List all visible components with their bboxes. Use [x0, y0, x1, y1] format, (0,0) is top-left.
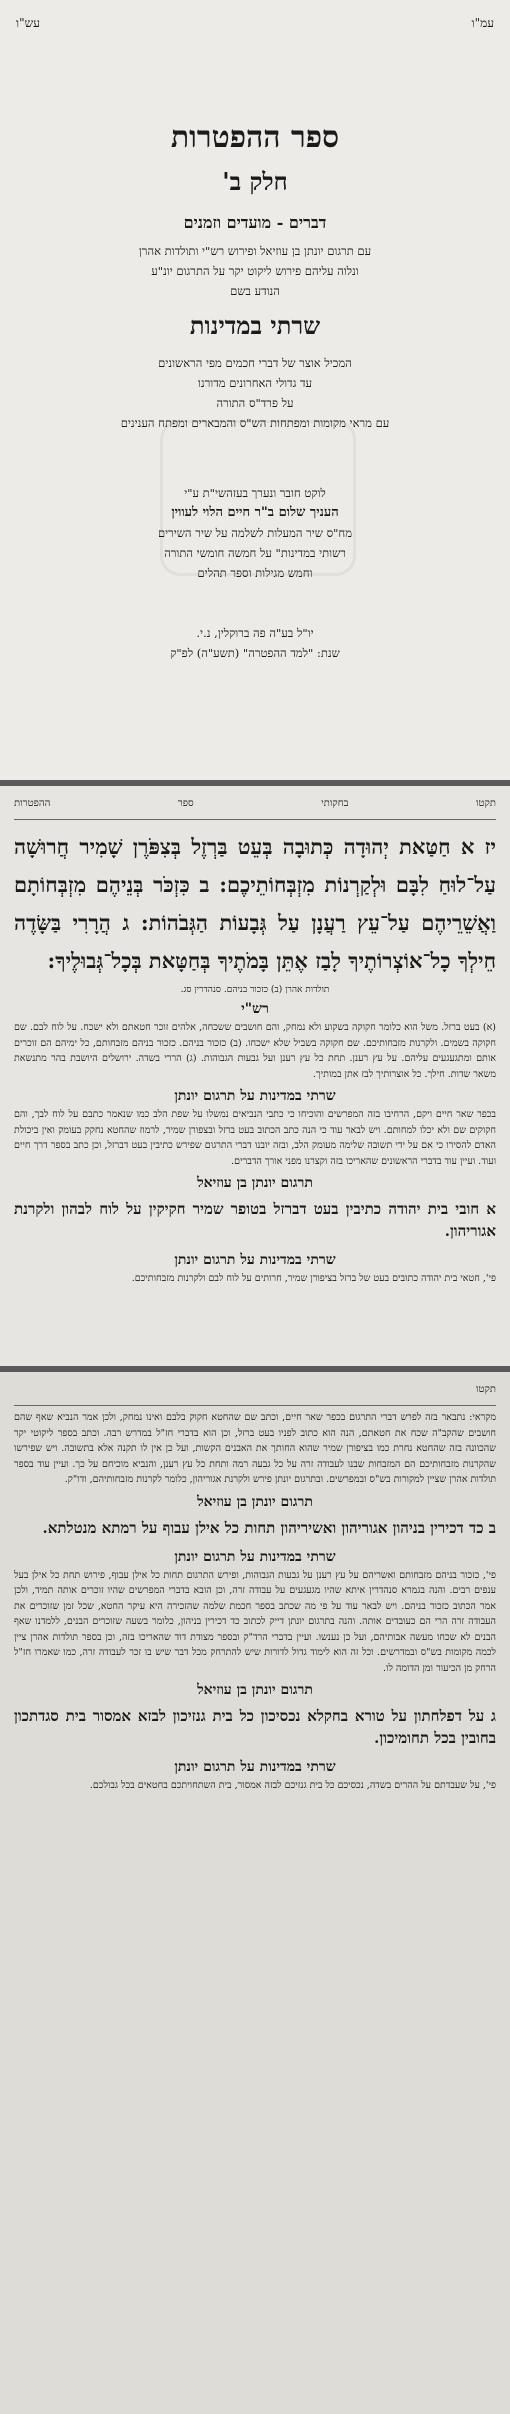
- commentary-name: שרתי במדינות: [189, 311, 321, 340]
- running-header: [0, 786, 510, 815]
- section-heading: תרגום יונתן בן עוזיאל: [197, 1175, 313, 1191]
- text-page-1: [0, 786, 510, 1366]
- running-header: [0, 1372, 510, 1401]
- verse-source-note: תולדות אהרן (ב) כזכור בניהם. סנהדרין סג.: [180, 985, 330, 995]
- rashi-text: (א) בעט ברזל. משל הוא כלומר חקוקה בשקוע ולא נמחק, והם חושבים ששכחה, אלהים זוכר חטאתם ולא ישכח. על לוח לבם. שם חקוקה בשמים. ולקרנות מזבחותיכם. שם חקוקה בשביל שלא ישכחו. (ב) כזכור בניהם. כזכור בניהם מזבחותם, כל ימיהם הם זוכרים אותם ומתגעגעים עליהם. על עץ רענן. תחת כל עץ רענן ועל גבעות הגבוהות. (ג) הררי בשדה. ירושלים היושבת בהר מתנשאת משאר שדות. חילך. כל אוצרותיך לבז אתן במותיך.: [14, 1022, 496, 1080]
- title-line: עד גדולי האחרונים מדורנו: [197, 376, 313, 390]
- targum-text: א חובי בית יהודה כתיבין בעט דברזל בטופר שמיר חקיקין על לוח לבהון ולקרנת אגוריהון.: [14, 1200, 496, 1240]
- text-page-2: [0, 1372, 510, 2414]
- book-title: ספר ההפטרות: [170, 120, 340, 155]
- verse-text: יז א חַטַּאת יְהוּדָה כְּתוּבָה בְּעֵט בַּרְזֶל בְּצִפֹּרֶן שָׁמִיר חֲרוּשָׁה עַל־לוּחַ לִבָּם וּלְקַרְנוֹת מִזְבְּחוֹתֵיכֶם: ב כִּזְכֹּר בְּנֵיהֶם מִזְבְּחוֹתָם וַאֲשֵׁרֵיהֶם עַל־עֵץ רַעֲנָן עַל גְּבָעוֹת הַגְּבֹהוֹת: ג הֲרָרִי בַּשָּׂדֶה חֵילְךָ כָל־אוֹצְרוֹתֶיךָ לָבַז אֶתֵּן בָּמֹתֶיךָ בְּחַטָּאת בְּכָל־גְּבוּלֶיךָ:: [14, 834, 496, 973]
- emblem-watermark: [160, 420, 356, 576]
- author-name: העניך שלום ב"ר חיים הלוי לעווין: [171, 505, 339, 520]
- section-heading: שרתי במדינות על תרגום יונתן: [174, 1252, 336, 1268]
- divider: [14, 819, 496, 820]
- book-subtitle: דברים - מועדים וזמנים: [183, 213, 327, 232]
- publication-year: שנת: "למד ההפטרה" (תשע"ה) לפ"ק: [170, 646, 340, 660]
- title-line: עם מראי מקומות ומפתחות הש"ס והמבארים ומפתח הענינים: [120, 416, 390, 430]
- publication-place: יו"ל בע"ה פה ברוקלין, נ.י.: [196, 626, 314, 640]
- title-line: הנודע בשם: [230, 284, 280, 298]
- header-word: ספר: [177, 798, 194, 809]
- section-heading: תרגום יונתן בן עוזיאל: [197, 1493, 313, 1510]
- title-line: על פרד"ס התורה: [216, 396, 294, 410]
- corner-right-label: עמ"ו: [471, 16, 494, 30]
- commentary-text: פי', כזכור בניהם מזבחותם ואשריהם על עץ רענן על גבעות הגבוהות, ופירש התרגום תחות כל אילן עבוף, פירוש תחת כל אילן בעל ענפים רבים. והנה בגמרא סנהדרין איתא שהיו מגעגעים על עבודה זרה, וכן הובא בדברי המפרשים שהיו זוכרים אותה תמיד, ולכן אמר הכתוב כזכור בניהם. ויש לבאר עוד על פי מה שכתב בספר חכמת שלמה שהזכירה היא עיקר החטא, שכל זמן שזוכרים את העבודה זרה הרי הם כעובדים אותה. והנה בתרגום יונתן דייק לכתוב כד דכירין בניהון, כלומר בשעה שזוכרים הבנים, ללמדנו שאף הבנים לא שכחו מעשה אבותיהם, ועל כן נענשו. ועיין בדברי הרד"ק ובספר מצודת דוד שהאריכו בזה, וכן בספר תולדות אהרן ציין לכמה מקומות בש"ס ובמדרשים. וכל זה הוא לימוד גדול לדורות שיש להתרחק מכל דבר שיש בו זכר לעבודה זרה, כמו שאמרו חז"ל הרחק מן הכיעור ומן הדומה לו.: [14, 1569, 496, 1674]
- divider: [14, 1405, 496, 1406]
- targum-text: ג על דפלחתון על טורא בחקלא נכסיכון כל בית גנזיכון לבזא אמסור בית סגדתכון בחובין בכל תחומיכון.: [14, 1707, 496, 1747]
- rashi-heading: רש"י: [241, 1001, 269, 1017]
- page-number: תקטו: [475, 798, 496, 809]
- commentary-text: מקראי: נתבאר בזה לפרש דברי התרגום בכפר שאר חיים, וכתב שם שהחטא חקוק בלבם ואינו נמחק, ולכן אמר הנביא שאף שהם חושבים שהקב"ה שכח את חטאתם, הנה הוא כתוב לפניו בעט ברזל, וכן הוא בדברי חז"ל במדרש רבה. וכתב בספר ליקוטי יקר שהכוונה בזה שהחטא נחרת כמו בציפורן שמיר שהוא החותך את האבנים הקשות, ועל כן אין לו תקנה אלא בתשובה. ויש שפירשו שהקרנות מזבחותיכם הם המזבחות שבנו לעבודה זרה על כל גבעה רמה ותחת כל עץ רענן, והנביא מוכיחם על כך. ועיין עוד בספר תולדות אהרן שציין למקורות בש"ס ובמפרשים. ובתרגום יונתן פירש ולקרנת אגוריהון, כלומר לקרנות מזבחותיהם, ודו"ק.: [14, 1412, 496, 1485]
- commentary-text: בכפר שאר חיים ויקם, הרחיבו בזה המפרשים והוכיחו כי כתבי הנביאים נמשלו על שפת הלב כמו שנאמר כתבם על לוח לבך, והם חקוקים שם ולא יכלו למחותם. ויש לבאר עוד כי הנה כתב הכתוב בעט ברזל ובצפורן שמיר, לרמוז שהחטא נחקק בעומק ואין ביכולת האדם להסירו כי אם על ידי תשובה שלימה מעומק הלב, ובזה יובנו דברי התרגום שפירש כתיבין בעט דברזל, וכן כתב בספר דרך חיים ועוד. ועיין עוד בדברי הראשונים שהאריכו בזה וקצרנו מפני אורך הדברים.: [14, 1109, 496, 1167]
- section-heading: תרגום יונתן בן עוזיאל: [197, 1682, 313, 1698]
- title-page: [0, 0, 510, 780]
- corner-left-label: עש"ו: [16, 16, 40, 30]
- section-heading: שרתי במדינות על תרגום יונתן: [174, 1548, 336, 1565]
- title-line: המכיל אוצר של דברי חכמים מפי הראשונים: [158, 356, 352, 370]
- book-part: חלק ב': [222, 167, 288, 196]
- title-line: מח"ס שיר המעלות לשלמה על שיר השירים: [157, 526, 353, 540]
- book-name: ההפטרות: [14, 798, 51, 809]
- parsha-name: בחקותי: [321, 798, 349, 809]
- commentary-text: פי', על שעבדתם על ההרים בשדה, נכסיכם כל בית גנזיכם לבזה אמסור, בית השתחויתכם בחטאים בכל גבולכם.: [89, 1780, 496, 1791]
- section-heading: שרתי במדינות על תרגום יונתן: [174, 1088, 336, 1104]
- title-line: וחמש מגילות וספר תהלים: [197, 566, 313, 580]
- title-line: עם תרגום יונתן בן עוזיאל ופירוש רש"י ותולדות אהרן: [138, 244, 372, 258]
- title-line: לוקט חובר ונערך בעזהשי"ת ע"י: [184, 486, 326, 500]
- commentary-text: פי', חטאי בית יהודה כתובים בעט של ברזל בציפורן שמיר, חרותים על לוח לבם ולקרנות מזבחותיכם.: [131, 1273, 496, 1284]
- title-line: ונלוה עליהם פירוש ליקוט יקר על התרגום יונ"ע: [151, 264, 359, 278]
- section-heading: שרתי במדינות על תרגום יונתן: [174, 1759, 336, 1775]
- title-line: רשותי במדינות" על חמשה חומשי התורה: [164, 546, 346, 560]
- page-number: תקטו: [475, 1384, 496, 1395]
- targum-text: ב כד דכירין בניהון אגוריהון ואשיריהון תחות כל אילן עבוף על רמתא מנטלתא.: [42, 1518, 496, 1537]
